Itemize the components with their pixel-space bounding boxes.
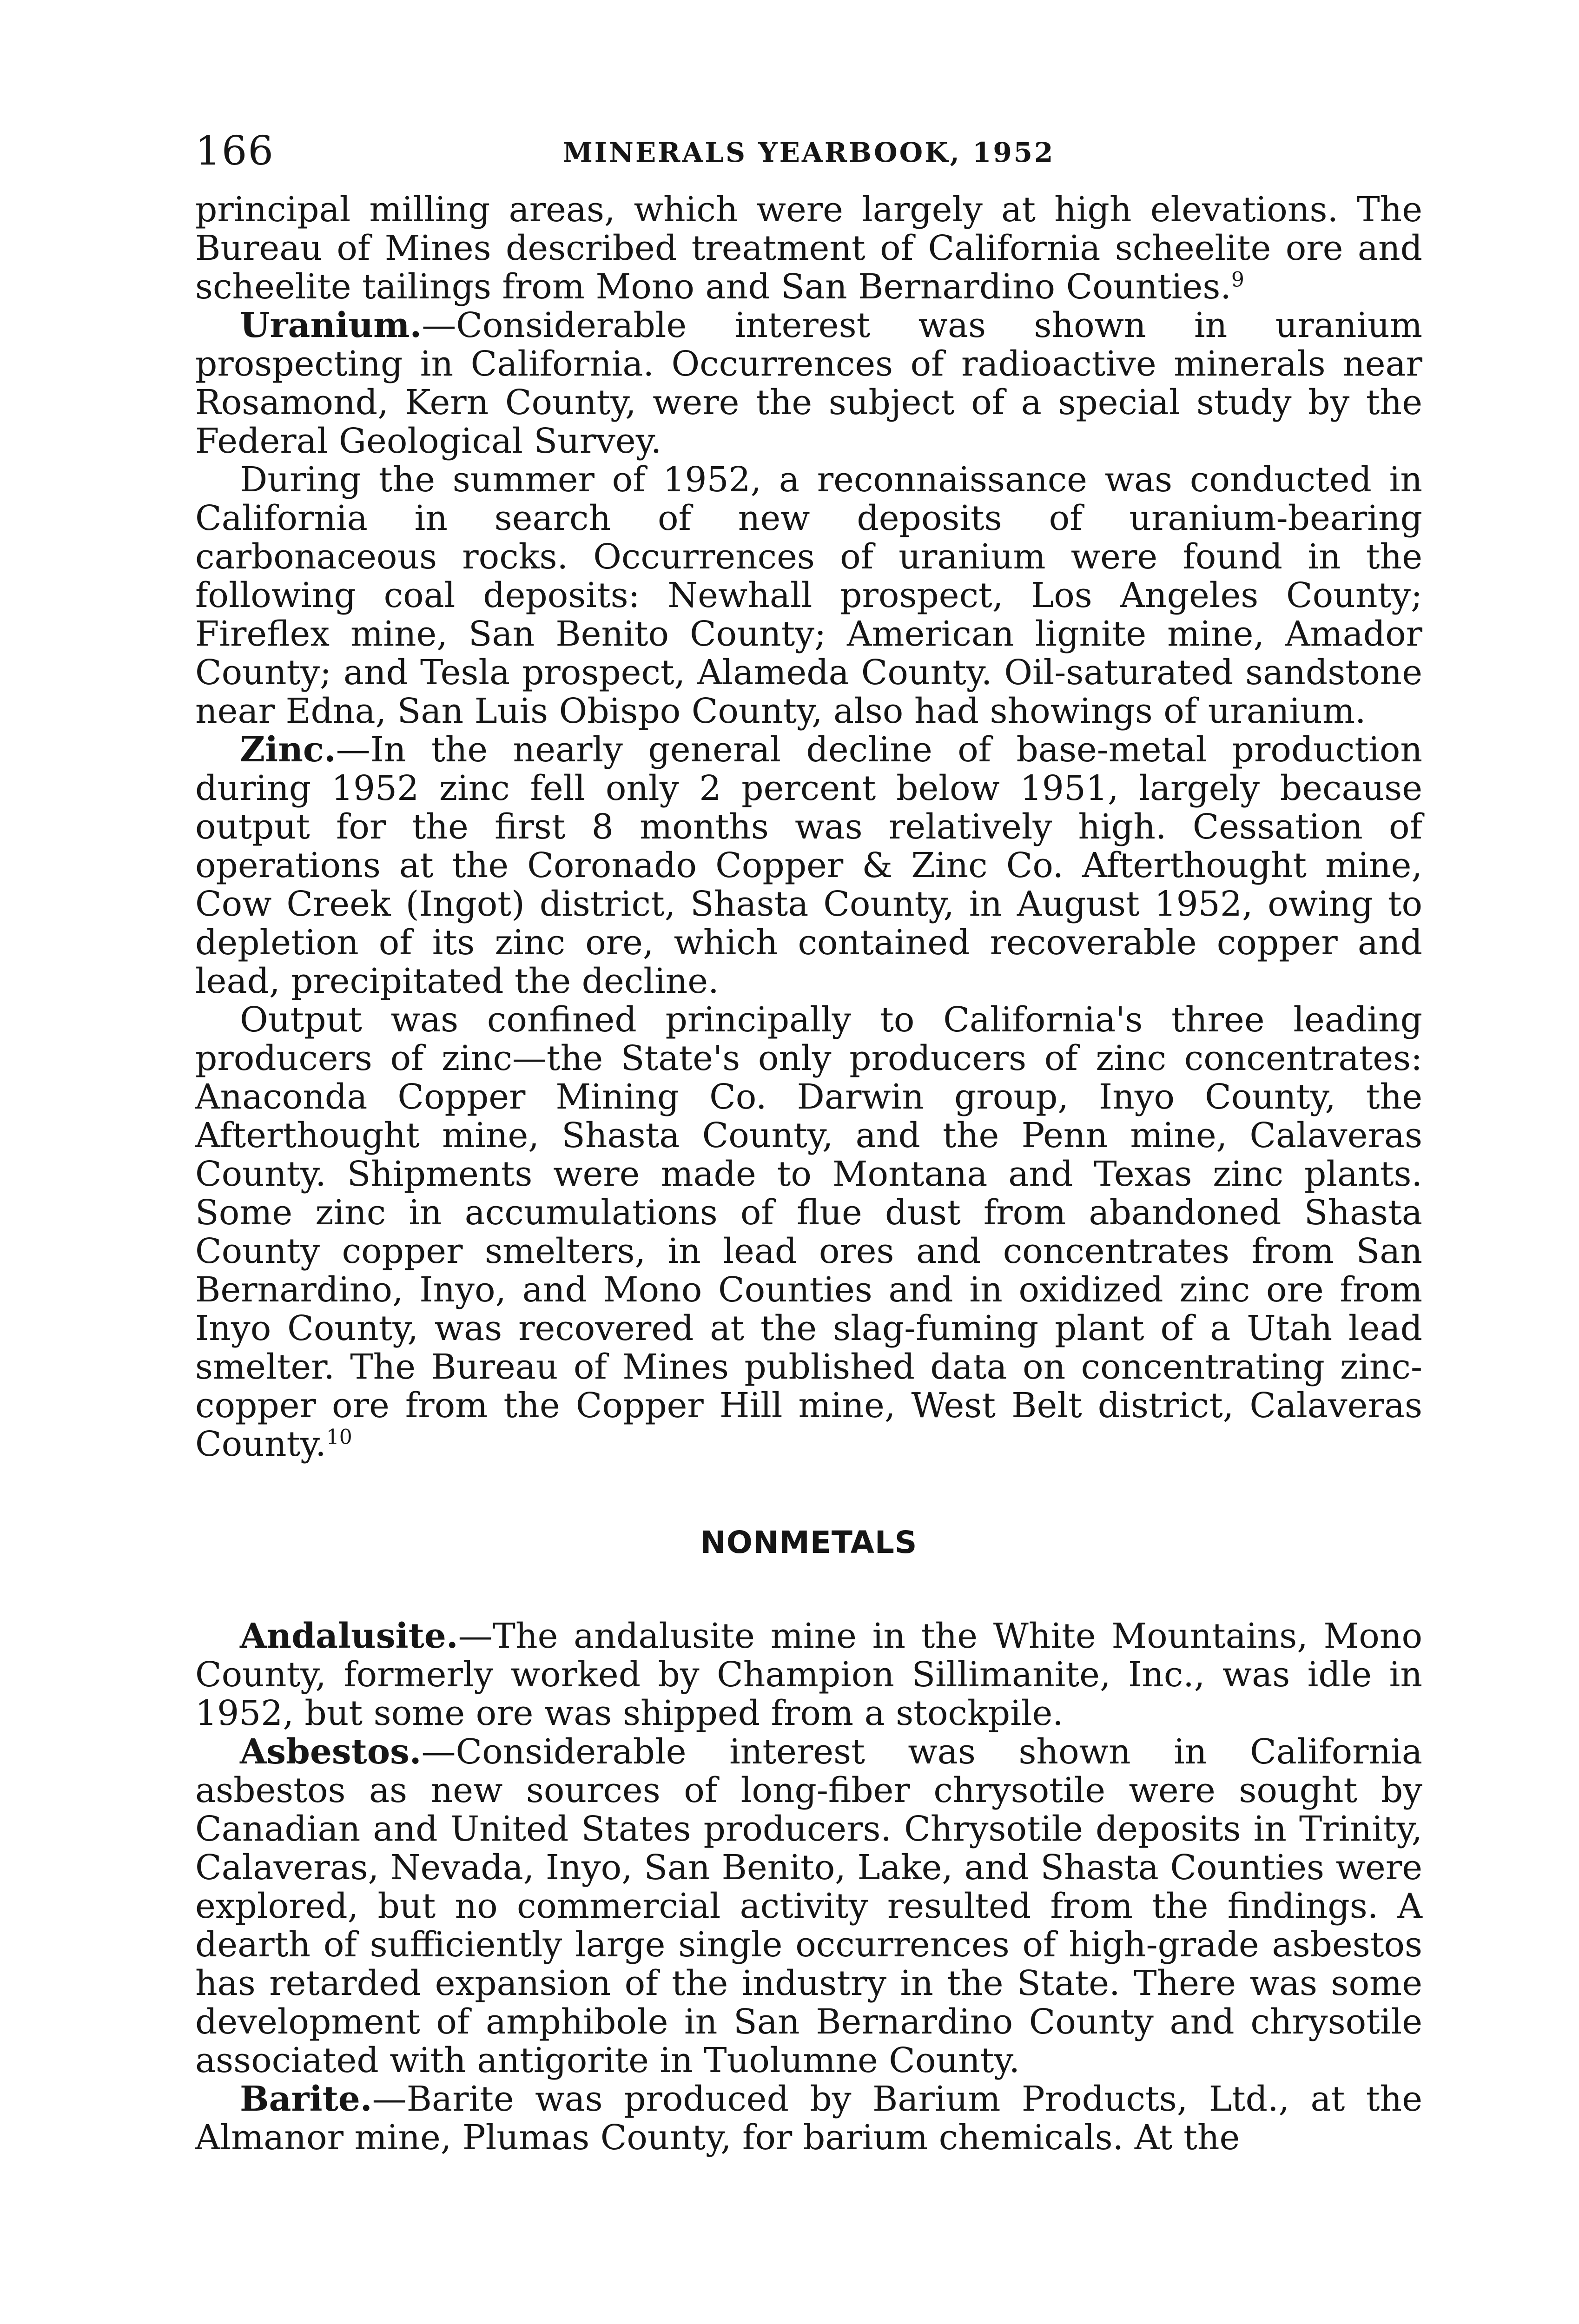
paragraph-text: —In the nearly general decline of base-metal production during 1952 zinc fell only 2 percent below 1951, largely because output for the first 8 months was relatively high. Cessation of operations at the Coronado Copper & Zinc Co. Afterthought mine, Cow Creek (Ingot) district, Shasta County, in August 1952, owing to depletion of its zinc ore, which contained recoverable copper and lead, precipitated the decline.	[195, 730, 1422, 1001]
paragraph-barite	[195, 2080, 1422, 2157]
paragraph-lead: Zinc.	[240, 730, 336, 770]
paragraph-uranium-reconnaissance	[195, 461, 1422, 731]
paragraph-andalusite	[195, 1617, 1422, 1733]
paragraph-text: —Considerable interest was shown in uranium prospecting in California. Occurrences of radioactive minerals near Rosamond, Kern County, were the subject of a special study by the Federal Geological Survey.	[195, 305, 1422, 461]
paragraph-text: principal milling areas, which were largely at high elevations. The Bureau of Mines described treatment of California scheelite ore and scheelite tailings from Mono and San Bernardino Counties.	[195, 190, 1422, 307]
paragraph-lead: Uranium.	[240, 305, 422, 345]
paragraph-text: —Considerable interest was shown in California asbestos as new sources of long-fiber chrysotile were sought by Canadian and United States producers. Chrysotile deposits in Trinity, Calaveras, Nevada, Inyo, San Benito, Lake, and Shasta Counties were explored, but no commercial activity resulted from the findings. A dearth of sufficiently large single occurrences of high-grade asbestos has retarded expansion of the industry in the State. There was some development of amphibole in San Bernardino County and chrysotile associated with antigorite in Tuolumne County.	[195, 1732, 1422, 2080]
paragraph-lead: Barite.	[240, 2079, 372, 2119]
paragraph-lead: Andalusite.	[240, 1616, 458, 1656]
paragraph-text: —Barite was produced by Barium Products, Ltd., at the Almanor mine, Plumas County, for barium chemicals. At the	[195, 2079, 1422, 2158]
running-head: MINERALS YEARBOOK, 1952	[562, 137, 1055, 168]
paragraph-uranium	[195, 306, 1422, 461]
page-header	[195, 125, 1422, 181]
paragraph-asbestos	[195, 1733, 1422, 2080]
paragraph-zinc	[195, 731, 1422, 1001]
footnote-reference: 10	[326, 1425, 352, 1449]
paragraph-text: —The andalusite mine in the White Mountains, Mono County, formerly worked by Champion Sillimanite, Inc., was idle in 1952, but some ore was shipped from a stockpile.	[195, 1616, 1422, 1733]
section-heading-nonmetals: NONMETALS	[700, 1525, 918, 1560]
paragraph-text: Output was confined principally to California's three leading producers of zinc—the State's only producers of zinc concentrates: Anaconda Copper Mining Co. Darwin group, Inyo County, the Afterthought mine, Shasta County, and the Penn mine, Calaveras County. Shipments were made to Montana and Texas zinc plants. Some zinc in accumulations of flue dust from abandoned Shasta County copper smelters, in lead ores and concentrates from San Bernardino, Inyo, and Mono Counties and in oxidized zinc ore from Inyo County, was recovered at the slag-fuming plant of a Utah lead smelter. The Bureau of Mines published data on concentrating zinc-copper ore from the Copper Hill mine, West Belt district, Calaveras County.	[195, 1000, 1422, 1464]
paragraph-lead: Asbestos.	[240, 1732, 422, 1772]
page-number: 166	[195, 128, 275, 174]
paragraph-zinc-output	[195, 1001, 1422, 1464]
footnote-reference: 9	[1231, 268, 1244, 292]
paragraph-tungsten-continued	[195, 191, 1422, 306]
paragraph-text: During the summer of 1952, a reconnaissance was conducted in California in search of new deposits of uranium-bearing carbonaceous rocks. Occurrences of uranium were found in the following coal deposits: Newhall prospect, Los Angeles County; Fireflex mine, San Benito County; American lignite mine, Amador County; and Tesla prospect, Alameda County. Oil-saturated sandstone near Edna, San Luis Obispo County, also had showings of uranium.	[195, 460, 1422, 731]
body-text	[195, 191, 1422, 2157]
